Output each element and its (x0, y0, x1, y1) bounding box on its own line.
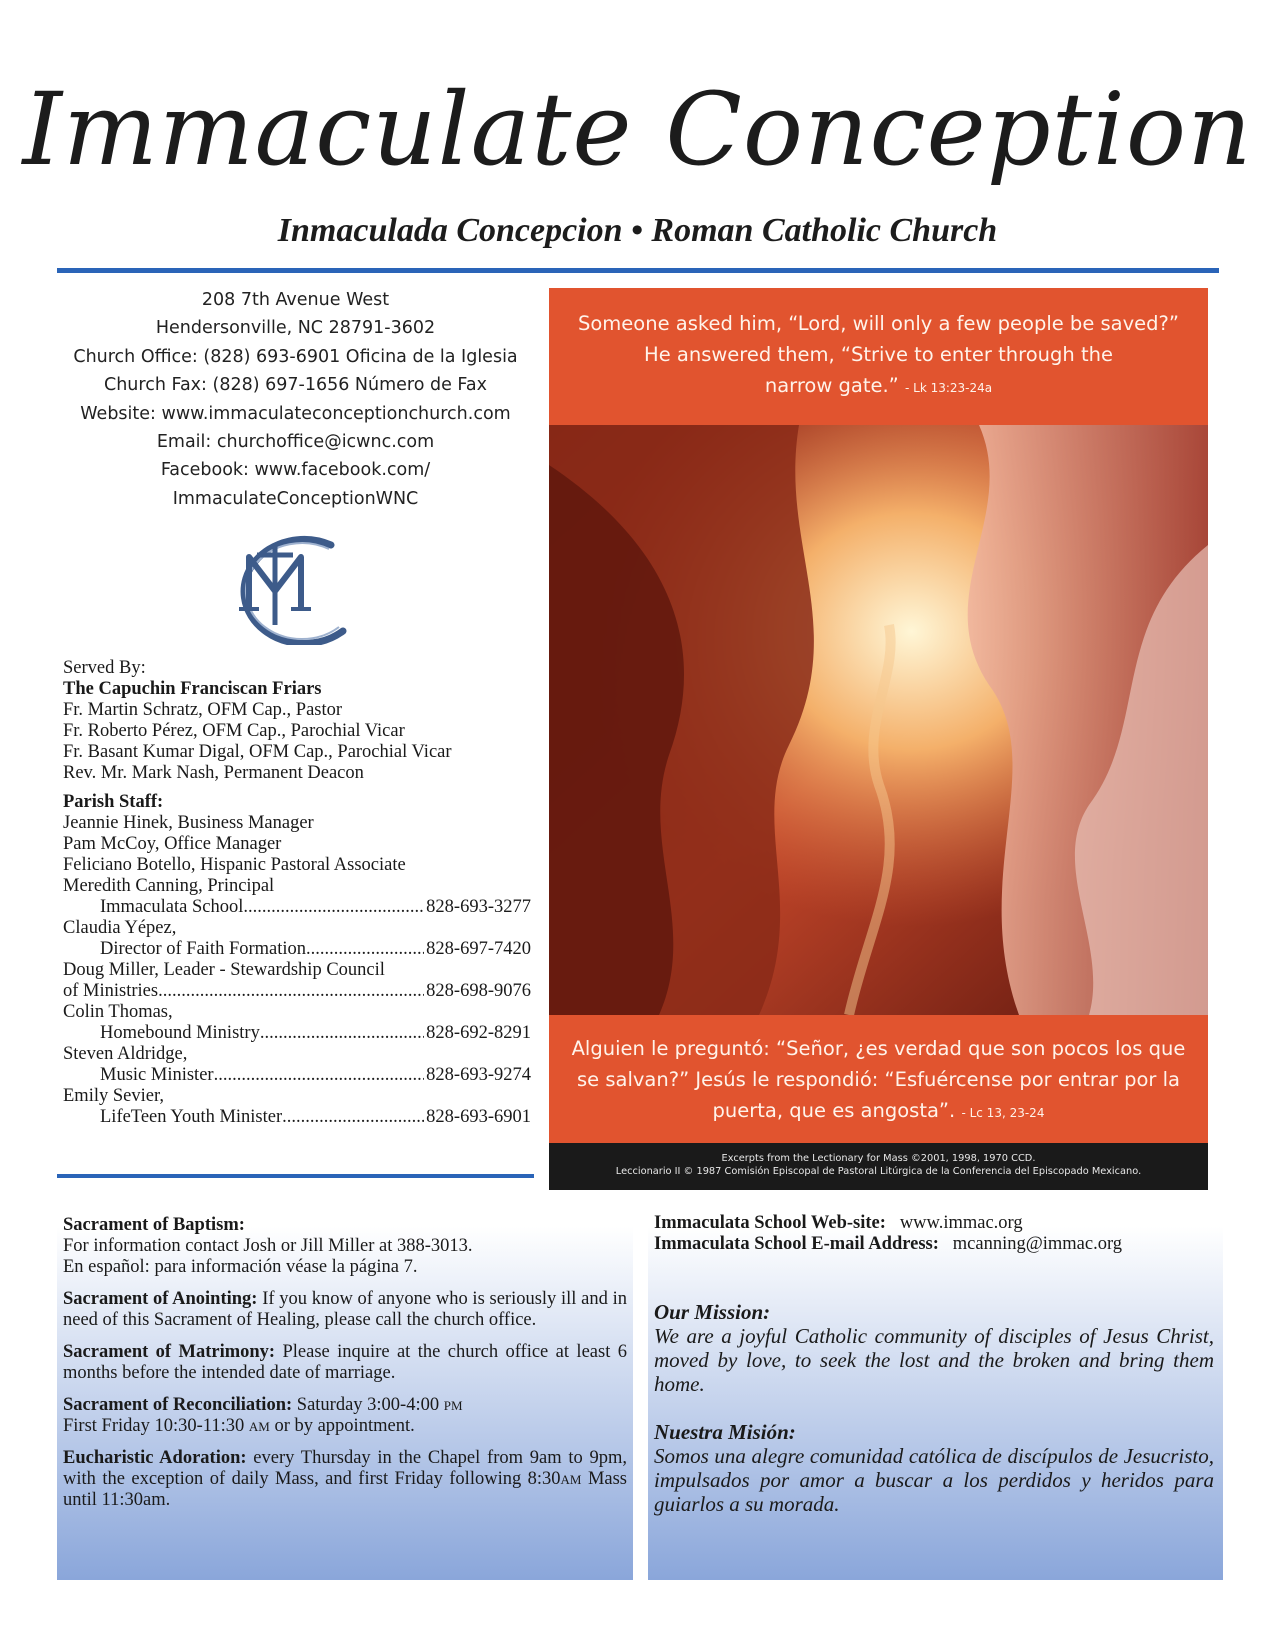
staff-role: LifeTeen Youth Minister (100, 1107, 283, 1127)
office-phone: Church Office: (828) 693-6901 Oficina de la Iglesia (73, 346, 518, 367)
fax-number: Church Fax: (828) 697-1656 Número de Fax (104, 375, 487, 396)
poster-spanish-quote (549, 1033, 1208, 1129)
staff-item: Feliciano Botello, Hispanic Pastoral Associate (63, 855, 406, 875)
website-link[interactable]: Website: www.immaculateconceptionchurch.com (80, 403, 511, 424)
church-subtitle: Inmaculada Concepcion • Roman Catholic Church (277, 212, 998, 249)
staff-item: Colin Thomas, (63, 1002, 173, 1022)
parish-staff-heading: Parish Staff: (63, 792, 164, 812)
staff-item: Meredith Canning, Principal (63, 876, 275, 896)
mission-title-en: Our Mission: (654, 1300, 771, 1324)
school-email-link[interactable]: mcanning@immac.org (952, 1234, 1123, 1254)
staff-phone: 828-693-9274 (426, 1065, 531, 1085)
poster-quote-line: narrow gate.” (764, 374, 899, 397)
poster-quote-line: se salvan?” Jesús le respondió: “Esfuércense por entrar por la (577, 1068, 1180, 1091)
reconciliation-time: First Friday 10:30-11:30 (63, 1416, 249, 1436)
clergy-item: Fr. Martin Schratz, OFM Cap., Pastor (63, 700, 343, 720)
staff-role: Director of Faith Formation (100, 939, 307, 959)
clergy-item: Fr. Roberto Pérez, OFM Cap., Parochial Vicar (63, 721, 405, 741)
top-divider (57, 268, 1219, 273)
poster-credits (549, 1143, 1208, 1190)
staff-role: Immaculata School (100, 897, 244, 917)
mission-box (648, 1208, 1223, 1580)
clergy-item: Rev. Mr. Mark Nash, Permanent Deacon (63, 763, 364, 783)
order-name: The Capuchin Franciscan Friars (63, 679, 322, 699)
poster-quote-line: Alguien le preguntó: “Señor, ¿es verdad que son pocos los que (571, 1037, 1186, 1060)
reconciliation-title: Sacrament of Reconciliation: (63, 1395, 293, 1415)
staff-role: of Ministries (63, 981, 159, 1001)
staff-phone-row (63, 1065, 531, 1086)
school-info (654, 1213, 1214, 1255)
staff-item: Doug Miller, Leader - Stewardship Council (63, 960, 385, 980)
anointing-text: If you know of anyone who is seriously ill and in need of this Sacrament of Healing, please call the church office. (63, 1289, 628, 1330)
poster-quote-line: He answered them, “Strive to enter through the (644, 343, 1113, 366)
staff-item: Jeannie Hinek, Business Manager (63, 813, 314, 833)
sacraments-list (63, 1215, 627, 1522)
baptism-info-es: En español: para información véase la página 7. (63, 1257, 418, 1277)
adoration-title: Eucharistic Adoration: (63, 1448, 247, 1468)
contact-info (57, 286, 534, 513)
matrimony-text: Please inquire at the church office at least 6 months before the intended date of marriage. (63, 1342, 627, 1383)
facebook-link-1[interactable]: Facebook: www.facebook.com/ (160, 460, 431, 481)
baptism-title: Sacrament of Baptism: (63, 1215, 245, 1235)
staff-phone: 828-697-7420 (426, 939, 531, 959)
school-web-link[interactable]: www.immac.org (899, 1213, 1023, 1233)
staff-phone: 828-692-8291 (426, 1023, 531, 1043)
email-link[interactable]: Email: churchoffice@icwnc.com (156, 432, 435, 453)
facebook-link-2[interactable]: ImmaculateConceptionWNC (172, 488, 419, 509)
baptism-info: For information contact Josh or Jill Miller at 388-3013. (63, 1236, 473, 1256)
anointing-title: Sacrament of Anointing: (63, 1289, 258, 1309)
staff-item: Steven Aldridge, (63, 1044, 188, 1064)
church-title: Immaculate Conception (22, 71, 1253, 188)
mission-text-es: Somos una alegre comunidad católica de discípulos de Jesucristo, impulsados por amor a buscar a los perdidos y heridos para guiarlos a su morada. (654, 1444, 1214, 1516)
address-line-1: 208 7th Avenue West (201, 290, 390, 310)
pm-label: pm (443, 1395, 463, 1415)
canyon-photo-icon (549, 425, 1208, 1015)
clergy-item: Fr. Basant Kumar Digal, OFM Cap., Parochial Vicar (63, 742, 452, 762)
staff-phone-row (63, 939, 531, 960)
mission-title-es: Nuestra Misión: (654, 1420, 796, 1444)
poster-quote-line: Someone asked him, “Lord, will only a few people be saved?” (578, 312, 1179, 335)
staff-item: Pam McCoy, Office Manager (63, 834, 282, 854)
staff-item: Claudia Yépez, (63, 918, 177, 938)
mission-statements (654, 1300, 1214, 1516)
staff-role: Music Minister (100, 1065, 214, 1085)
staff-directory (63, 658, 531, 1128)
staff-phone: 828-698-9076 (426, 981, 531, 1001)
poster-english-quote (549, 308, 1208, 404)
served-by-heading: Served By: (63, 658, 146, 678)
staff-phone: 828-693-6901 (426, 1107, 531, 1127)
staff-role: Homebound Ministry (100, 1023, 260, 1043)
left-divider (57, 1174, 534, 1178)
staff-phone-row (63, 1107, 531, 1128)
school-email-label: Immaculata School E-mail Address: (654, 1234, 939, 1254)
adoration-text: Mass until 11:30am. (63, 1469, 627, 1510)
staff-phone: 828-693-3277 (426, 897, 531, 917)
am-label: am (560, 1469, 582, 1489)
poster-reference: - Lk 13:23-24a (904, 381, 993, 395)
school-web-label: Immaculata School Web-site: (654, 1213, 886, 1233)
adoration-text: every Thursday in the Chapel from 9am to 9pm, with the exception of daily Mass, and first Friday following 8:30 (63, 1448, 627, 1489)
staff-phone-row (63, 1023, 531, 1044)
matrimony-title: Sacrament of Matrimony: (63, 1342, 276, 1362)
scripture-poster (549, 288, 1208, 1190)
staff-item: Emily Sevier, (63, 1086, 164, 1106)
sacraments-box (57, 1208, 633, 1580)
address-line-2: Hendersonville, NC 28791-3602 (155, 318, 436, 339)
staff-phone-row (63, 897, 531, 918)
capuchin-logo-icon (213, 527, 365, 645)
mission-text-en: We are a joyful Catholic community of disciples of Jesus Christ, moved by love, to seek the lost and the broken and bring them home. (654, 1324, 1214, 1396)
reconciliation-time: Saturday 3:00-4:00 (292, 1395, 444, 1415)
credit-line: Leccionario II © 1987 Comisión Episcopal de Pastoral Litúrgica de la Conferencia del Episcopado Mexicano. (615, 1166, 1142, 1177)
credit-line: Excerpts from the Lectionary for Mass ©2001, 1998, 1970 CCD. (721, 1153, 1036, 1164)
reconciliation-time: or by appointment. (269, 1416, 415, 1436)
poster-quote-line: puerta, que es angosta”. (712, 1099, 956, 1122)
staff-phone-row (63, 981, 531, 1002)
poster-reference: - Lc 13, 23-24 (961, 1106, 1045, 1120)
am-label: am (248, 1416, 270, 1436)
